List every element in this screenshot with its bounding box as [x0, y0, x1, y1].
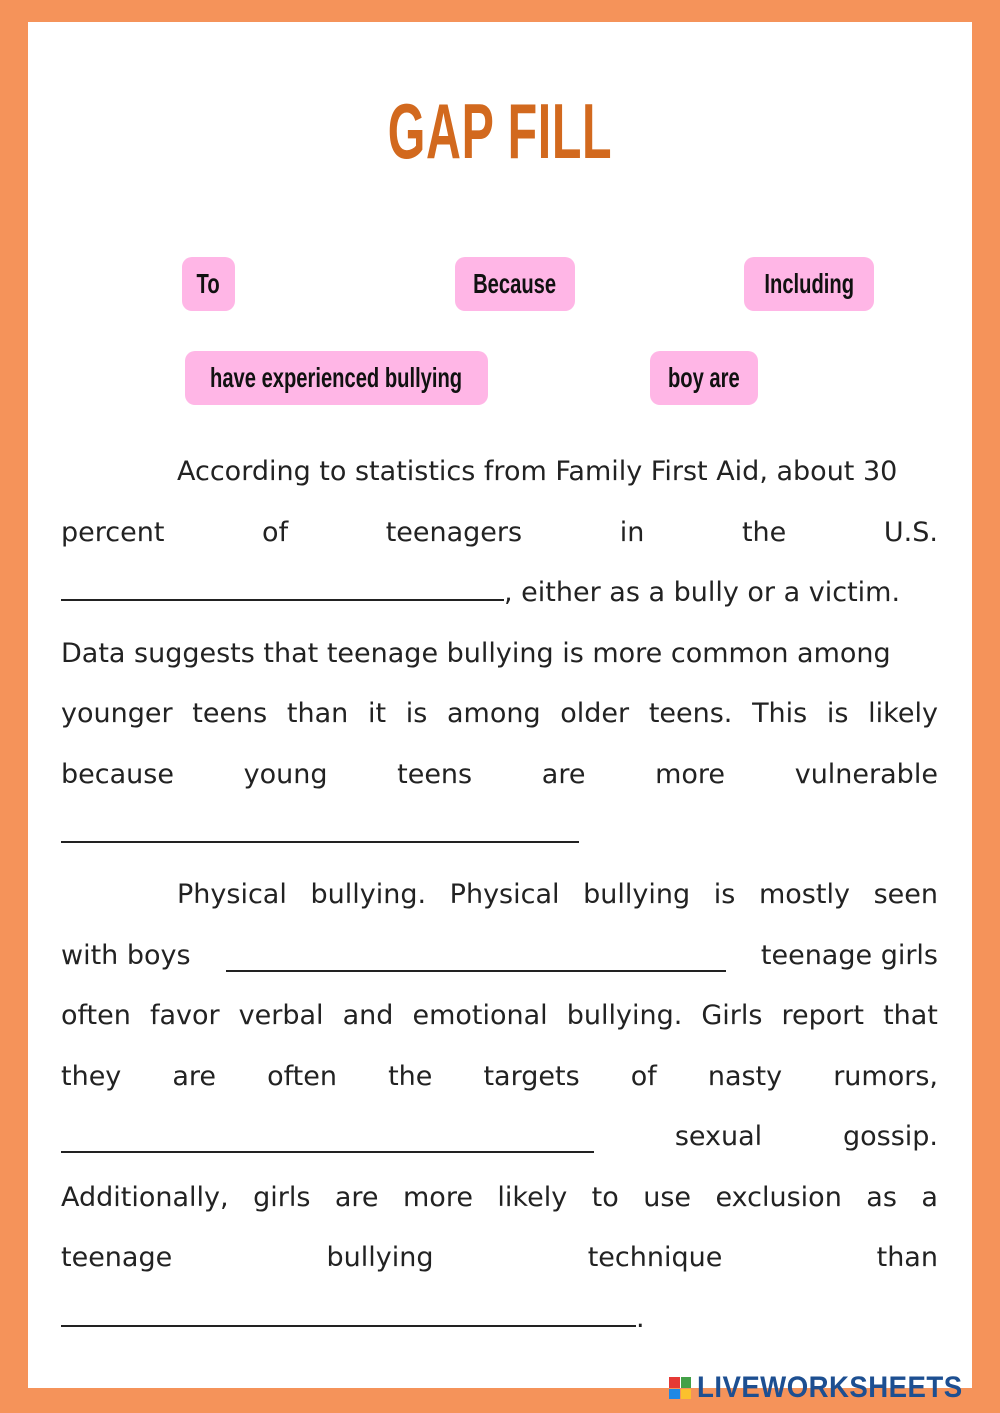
word: of [630, 1060, 657, 1092]
word: than [876, 1242, 938, 1273]
text-line-justified [61, 926, 938, 987]
logo-square [669, 1377, 680, 1388]
word: Physical [449, 879, 560, 910]
word: as [866, 1181, 897, 1213]
word: technique [587, 1242, 723, 1273]
text-line [61, 805, 938, 866]
text-line [61, 1168, 938, 1229]
word: sexual [674, 1121, 763, 1152]
word: exclusion [715, 1181, 842, 1213]
word: gossip. [842, 1121, 938, 1152]
word: often [267, 1060, 337, 1092]
word: teens [192, 698, 268, 729]
word: U.S. [883, 516, 938, 548]
logo-square [669, 1389, 680, 1400]
word: because [61, 758, 174, 790]
word: often [61, 1000, 131, 1031]
word: Physical [177, 879, 287, 910]
word: percent [61, 516, 165, 548]
word: are [334, 1181, 379, 1213]
gap-blank-5[interactable] [61, 1303, 636, 1327]
text-fragment: , either as a bully or a victim. [504, 577, 901, 608]
word: of [262, 516, 289, 548]
text-line-justified [61, 1107, 938, 1168]
word: that [883, 1000, 938, 1031]
paragraph-2 [61, 865, 938, 1349]
gap-blank-1[interactable] [61, 577, 504, 601]
word: teens. [648, 698, 733, 729]
text-line-justified [61, 1047, 938, 1108]
word: is [405, 698, 428, 729]
word-chip-have-experienced-bullying[interactable] [185, 351, 488, 405]
word-chip-because[interactable] [455, 257, 575, 311]
text-line-justified [61, 1228, 938, 1289]
word-chip-label: To [196, 268, 221, 299]
word-chip-label: boy are [668, 362, 740, 393]
word: is [826, 698, 849, 729]
word: is [713, 879, 736, 910]
word: teens [397, 758, 473, 790]
word: favor [149, 1000, 220, 1031]
word-chip-to[interactable] [182, 257, 235, 311]
word: use [643, 1181, 692, 1213]
word: a [921, 1181, 938, 1213]
word: bullying [583, 879, 691, 910]
logo-square [681, 1377, 692, 1388]
brand-name: LIVEWORKSHEETS [697, 1371, 963, 1404]
word: emotional [412, 1000, 548, 1031]
word: vulnerable [794, 758, 938, 790]
word: the [388, 1060, 433, 1092]
word: bullying [326, 1242, 434, 1273]
text-fragment: . [636, 1302, 645, 1334]
text-line [61, 986, 938, 1047]
word: teenage [61, 1242, 173, 1273]
liveworksheets-logo [669, 1371, 986, 1405]
word: in [619, 516, 645, 548]
text-line [61, 1289, 938, 1350]
text-fragment: teenage girls [760, 939, 938, 971]
word: mostly [758, 879, 850, 910]
word: This [752, 698, 808, 729]
word: targets [483, 1060, 580, 1092]
gap-blank-3[interactable] [226, 948, 726, 972]
word: they [61, 1060, 122, 1092]
gap-blank-2[interactable] [61, 819, 579, 843]
text-fragment: with boys [61, 939, 191, 971]
word-chip-boy-are[interactable] [650, 351, 758, 405]
word: teenagers [385, 516, 523, 548]
word: nasty [707, 1060, 783, 1092]
word: Girls [701, 1000, 763, 1031]
paragraph-1 [61, 442, 938, 866]
word: among [446, 698, 541, 729]
text-line [61, 684, 938, 745]
text-line-justified [61, 745, 938, 806]
word-chip-including[interactable] [744, 257, 874, 311]
word: girls [253, 1181, 311, 1213]
word: to [591, 1181, 619, 1213]
word: likely [497, 1181, 568, 1213]
word: it [367, 698, 387, 729]
word: are [541, 758, 586, 790]
word: likely [868, 698, 938, 729]
word: younger [61, 698, 173, 729]
word: older [560, 698, 630, 729]
word-chip-label: have experienced bullying [210, 362, 463, 393]
word: more [655, 758, 726, 790]
text-line [61, 865, 938, 926]
liveworksheets-icon [669, 1377, 691, 1399]
word: seen [873, 879, 938, 910]
text-line: According to statistics from Family First Aid, about 30 [177, 456, 898, 487]
word: more [403, 1181, 473, 1213]
text-line: Data suggests that teenage bullying is more common among [61, 637, 891, 669]
text-line [61, 563, 938, 624]
word: are [172, 1060, 217, 1092]
text-line-justified [61, 503, 938, 564]
word: bullying. [566, 1000, 683, 1031]
logo-square [681, 1389, 692, 1400]
word: rumors, [833, 1060, 938, 1092]
word-chip-label: Because [473, 268, 557, 299]
word: the [741, 516, 787, 548]
word: and [342, 1000, 394, 1031]
word: Additionally, [61, 1181, 229, 1213]
word-chip-label: Including [764, 268, 854, 299]
page-title: GAP FILL [387, 87, 613, 175]
word: than [286, 698, 349, 729]
word: report [781, 1000, 864, 1031]
gap-blank-4[interactable] [61, 1129, 594, 1153]
word: young [243, 758, 328, 790]
word: bullying. [310, 879, 427, 910]
word: verbal [238, 1000, 324, 1031]
